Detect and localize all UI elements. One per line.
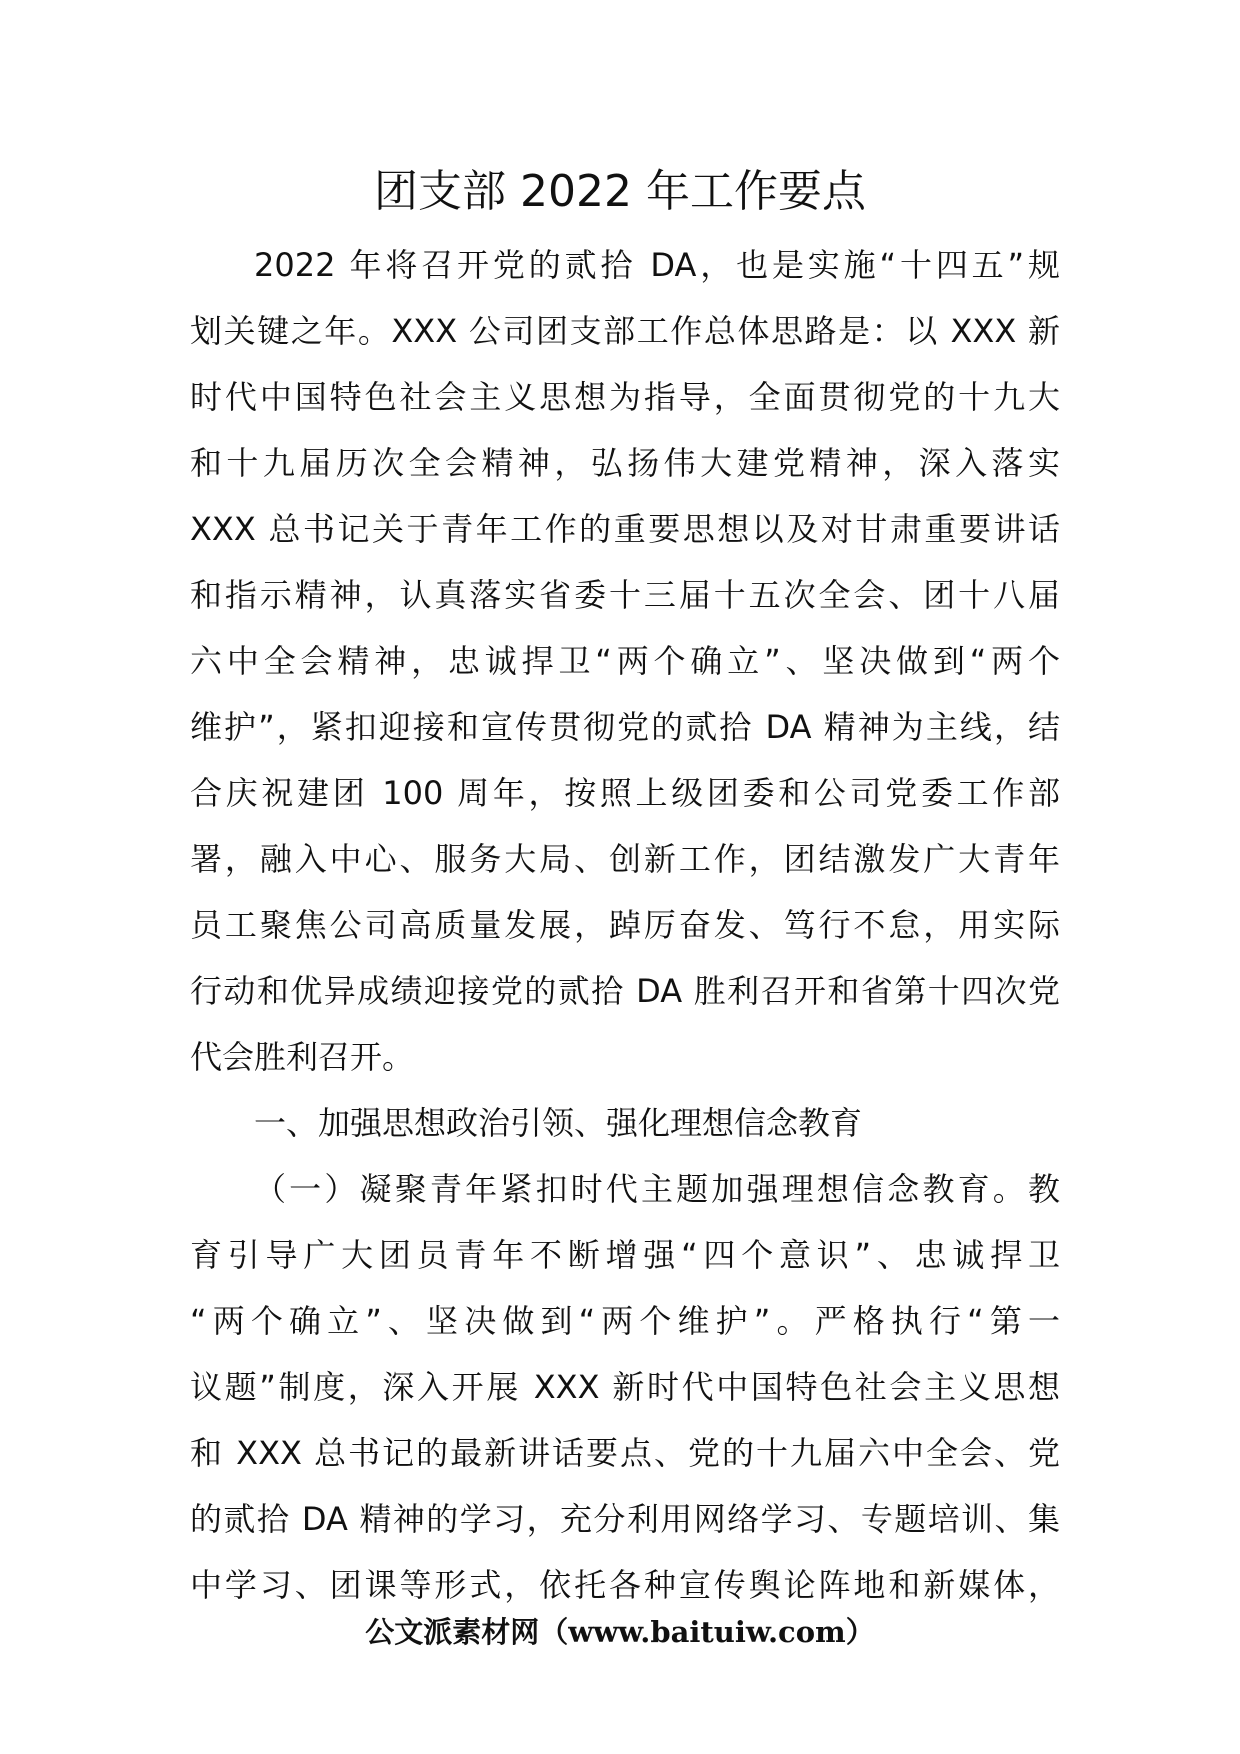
body-line: 和 XXX 总书记的最新讲话要点、党的十九届六中全会、党 xyxy=(190,1434,1060,1472)
body-line: 署，融入中心、服务大局、创新工作，团结激发广大青年 xyxy=(190,840,1060,878)
document-body xyxy=(190,236,1060,1622)
body-line: 议题”制度，深入开展 XXX 新时代中国特色社会主义思想 xyxy=(190,1368,1060,1406)
body-line: 一、加强思想政治引领、强化理想信念教育 xyxy=(254,1104,863,1142)
body-line: 和十九届历次全会精神，弘扬伟大建党精神，深入落实 xyxy=(190,444,1060,482)
body-line: 行动和优异成绩迎接党的贰拾 DA 胜利召开和省第十四次党 xyxy=(190,972,1060,1010)
body-line: 六中全会精神，忠诚捍卫“两个确立”、坚决做到“两个 xyxy=(190,642,1060,680)
body-line: 育引导广大团员青年不断增强“四个意识”、忠诚捍卫 xyxy=(190,1236,1060,1274)
body-line: 代会胜利召开。 xyxy=(190,1038,415,1076)
body-line: 和指示精神，认真落实省委十三届十五次全会、团十八届 xyxy=(190,576,1060,614)
body-line: 的贰拾 DA 精神的学习，充分利用网络学习、专题培训、集 xyxy=(190,1500,1060,1538)
body-line: XXX 总书记关于青年工作的重要思想以及对甘肃重要讲话 xyxy=(190,510,1060,548)
body-line: 合庆祝建团 100 周年，按照上级团委和公司党委工作部 xyxy=(190,774,1060,812)
body-line: （一）凝聚青年紧扣时代主题加强理想信念教育。教 xyxy=(254,1170,1060,1208)
document-title: 团支部 2022 年工作要点 xyxy=(374,166,866,217)
footer-watermark: 公文派素材网（www.baituiw.com） xyxy=(365,1615,875,1649)
body-line: “两个确立”、坚决做到“两个维护”。严格执行“第一 xyxy=(190,1302,1060,1340)
body-line: 维护”，紧扣迎接和宣传贯彻党的贰拾 DA 精神为主线，结 xyxy=(190,708,1060,746)
body-line: 时代中国特色社会主义思想为指导，全面贯彻党的十九大 xyxy=(190,378,1060,416)
body-line: 划关键之年。XXX 公司团支部工作总体思路是：以 XXX 新 xyxy=(190,312,1060,350)
body-line: 中学习、团课等形式，依托各种宣传舆论阵地和新媒体， xyxy=(190,1566,1060,1604)
body-line: 员工聚焦公司高质量发展，踔厉奋发、笃行不怠，用实际 xyxy=(190,906,1060,944)
body-line: 2022 年将召开党的贰拾 DA，也是实施“十四五”规 xyxy=(254,246,1060,284)
